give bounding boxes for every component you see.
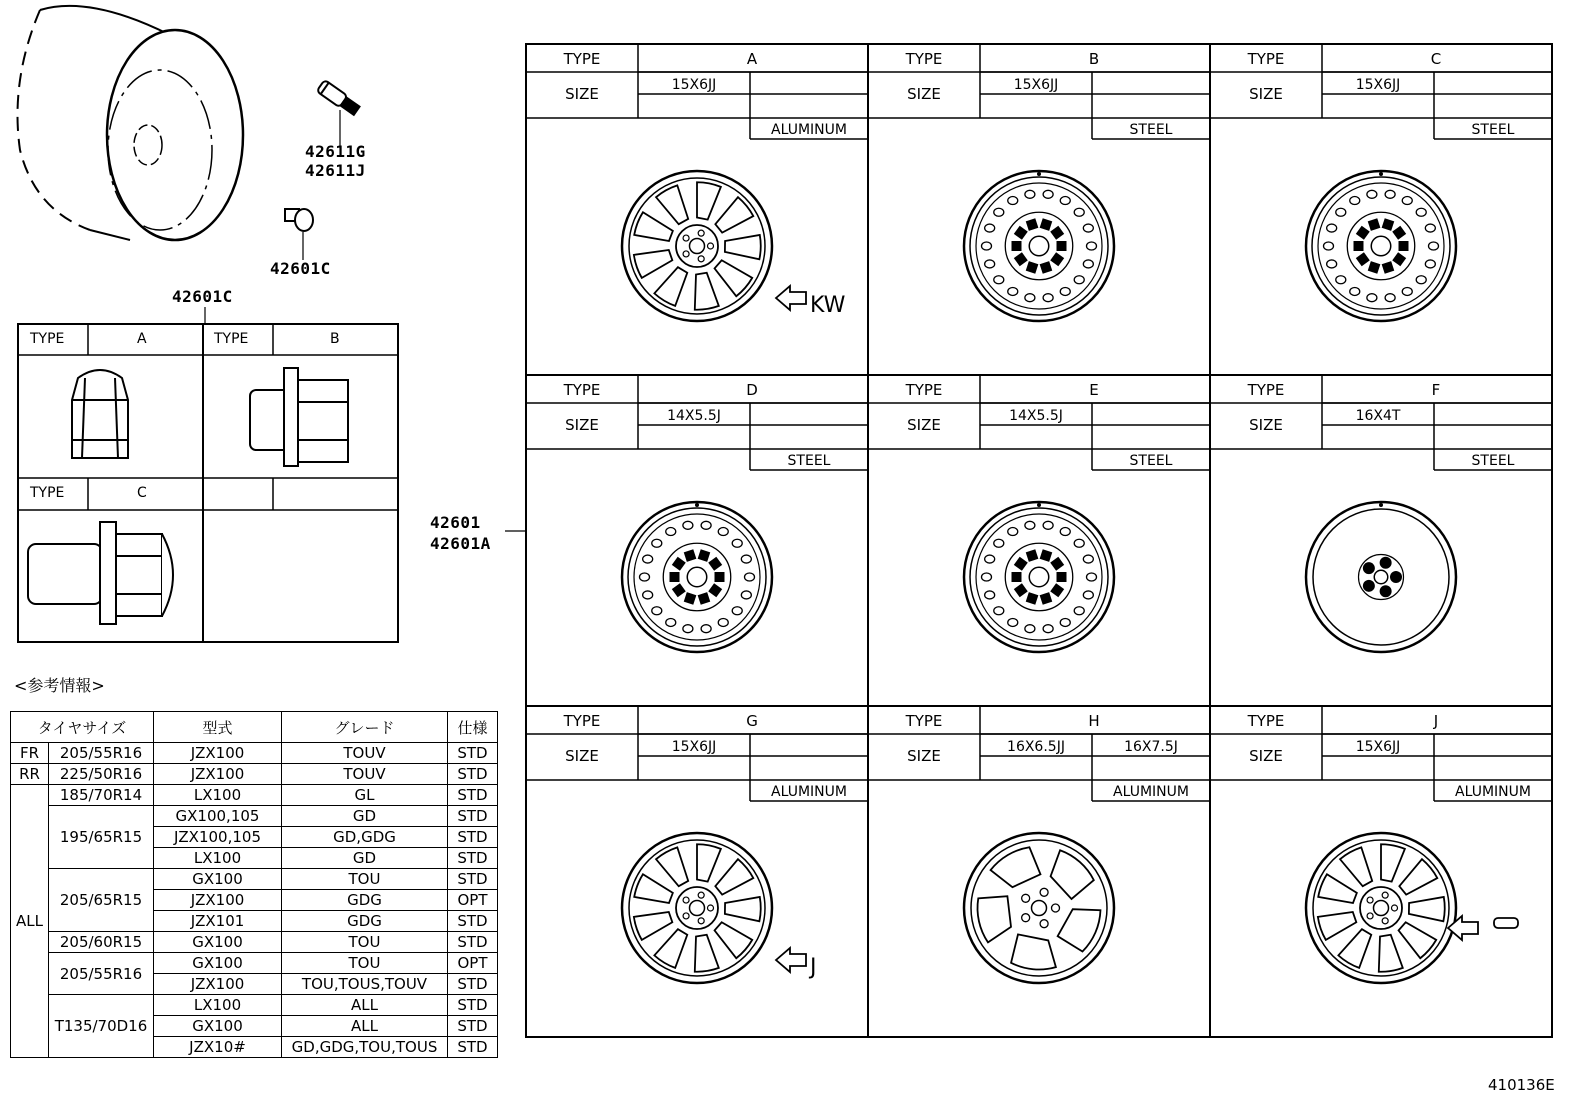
- model-cell: LX100: [154, 848, 282, 869]
- wheel-type-value: G: [746, 712, 758, 730]
- tire-size-cell: 205/65R15: [49, 869, 154, 932]
- wheel-type-value: E: [1089, 381, 1099, 399]
- spec-cell: STD: [448, 848, 498, 869]
- wheel-type-value: C: [1430, 50, 1442, 68]
- header-tire-size: タイヤサイズ: [11, 712, 154, 743]
- table-row: [11, 953, 498, 974]
- table-row: [11, 785, 498, 806]
- wheel-f-icon: [1306, 502, 1456, 652]
- spec-cell: OPT: [448, 953, 498, 974]
- spec-cell: STD: [448, 743, 498, 764]
- grade-cell: GD: [282, 806, 448, 827]
- model-cell: GX100: [154, 1016, 282, 1037]
- wheel-material: STEEL: [1471, 122, 1515, 138]
- wheel-size-value: 15X6JJ: [671, 77, 717, 93]
- spec-cell: STD: [448, 1016, 498, 1037]
- wheel-material: STEEL: [1129, 453, 1173, 469]
- type-label: TYPE: [1247, 50, 1285, 68]
- header-spec: 仕様: [448, 712, 498, 743]
- wheel-material: STEEL: [787, 453, 831, 469]
- size-label: SIZE: [907, 85, 941, 103]
- spec-cell: STD: [448, 785, 498, 806]
- tire-size-cell: 225/50R16: [49, 764, 154, 785]
- model-cell: JZX100,105: [154, 827, 282, 848]
- wheel-callout: J: [810, 955, 817, 980]
- spec-cell: STD: [448, 806, 498, 827]
- wheel-type-value: A: [746, 50, 758, 68]
- model-cell: JZX10#: [154, 1037, 282, 1058]
- header-model: 型式: [154, 712, 282, 743]
- wheel-size-value: 14X5.5J: [667, 408, 721, 424]
- grade-cell: GD,GDG: [282, 827, 448, 848]
- tire-size-cell: 185/70R14: [49, 785, 154, 806]
- wheel-material: ALUMINUM: [1113, 784, 1189, 800]
- grade-cell: TOU: [282, 932, 448, 953]
- grade-cell: GD,GDG,TOU,TOUS: [282, 1037, 448, 1058]
- type-label: TYPE: [563, 381, 601, 399]
- model-cell: JZX100: [154, 764, 282, 785]
- type-label: TYPE: [563, 50, 601, 68]
- table-row: [11, 932, 498, 953]
- size-label: SIZE: [1249, 416, 1283, 434]
- size-label: SIZE: [565, 747, 599, 765]
- tire-size-cell: 205/60R15: [49, 932, 154, 953]
- wheel-material: ALUMINUM: [771, 784, 847, 800]
- table-row: [11, 806, 498, 827]
- wheel-material: STEEL: [1129, 122, 1173, 138]
- part-number-nut: 42601C: [172, 287, 233, 306]
- model-cell: JZX100: [154, 890, 282, 911]
- header-grade: グレード: [282, 712, 448, 743]
- size-label: SIZE: [907, 416, 941, 434]
- wheel-type-value: H: [1088, 712, 1100, 730]
- nut-type-c: C: [137, 485, 147, 501]
- grade-cell: TOU: [282, 953, 448, 974]
- spec-cell: STD: [448, 869, 498, 890]
- wheel-size-value: 15X6JJ: [1355, 739, 1401, 755]
- reference-table: [10, 711, 498, 1058]
- position-cell: RR: [11, 764, 49, 785]
- type-label: TYPE: [563, 712, 601, 730]
- model-cell: JZX101: [154, 911, 282, 932]
- wheel-material: STEEL: [1471, 453, 1515, 469]
- tire-size-cell: 205/55R16: [49, 743, 154, 764]
- model-cell: JZX100: [154, 974, 282, 995]
- wheel-size-value: 14X5.5J: [1009, 408, 1063, 424]
- spec-cell: STD: [448, 764, 498, 785]
- wheel-d-icon: [622, 502, 772, 652]
- wheel-callout: KW: [810, 293, 846, 318]
- type-label: TYPE: [905, 381, 943, 399]
- spec-cell: STD: [448, 932, 498, 953]
- grade-cell: TOUV: [282, 764, 448, 785]
- wheel-a-icon: [622, 171, 772, 321]
- part-number-wheel-b: 42601A: [430, 534, 491, 553]
- part-number-valve-b: 42611J: [305, 161, 366, 180]
- illustration-code: 410136E: [1488, 1076, 1555, 1094]
- wheel-type-value: D: [746, 381, 758, 399]
- nut-type-label-a: TYPE: [30, 331, 65, 347]
- wheel-size-value: 15X6JJ: [671, 739, 717, 755]
- wheel-e-icon: [964, 502, 1114, 652]
- spec-cell: OPT: [448, 890, 498, 911]
- wheel-j-icon: [1306, 833, 1456, 983]
- spec-cell: STD: [448, 911, 498, 932]
- grade-cell: GDG: [282, 890, 448, 911]
- type-label: TYPE: [905, 50, 943, 68]
- model-cell: GX100: [154, 869, 282, 890]
- tire-size-cell: 205/55R16: [49, 953, 154, 995]
- spec-cell: STD: [448, 1037, 498, 1058]
- grade-cell: ALL: [282, 995, 448, 1016]
- type-label: TYPE: [1247, 381, 1285, 399]
- wheel-size-value: 16X6.5JJ: [1007, 739, 1065, 755]
- table-row: [11, 764, 498, 785]
- spec-cell: STD: [448, 995, 498, 1016]
- wheel-size-value: 16X4T: [1355, 408, 1401, 424]
- model-cell: JZX100: [154, 743, 282, 764]
- nut-type-a: A: [137, 331, 147, 347]
- part-number-wheel-a: 42601: [430, 513, 481, 532]
- wheel-size-value: 15X6JJ: [1013, 77, 1059, 93]
- grade-cell: TOUV: [282, 743, 448, 764]
- nut-type-b: B: [330, 331, 340, 347]
- wheel-size-value: 15X6JJ: [1355, 77, 1401, 93]
- part-number-cap: 42601C: [270, 259, 331, 278]
- tire-size-cell: 195/65R15: [49, 806, 154, 869]
- reference-title: <参考情報>: [14, 676, 105, 695]
- grade-cell: GDG: [282, 911, 448, 932]
- spec-cell: STD: [448, 974, 498, 995]
- type-label: TYPE: [1247, 712, 1285, 730]
- grade-cell: GD: [282, 848, 448, 869]
- grade-cell: TOU,TOUS,TOUV: [282, 974, 448, 995]
- nut-type-label-c: TYPE: [30, 485, 65, 501]
- table-row: [11, 743, 498, 764]
- size-label: SIZE: [1249, 85, 1283, 103]
- position-cell: ALL: [11, 785, 49, 1058]
- wheel-size2-value: 16X7.5J: [1124, 739, 1178, 755]
- wheel-material: ALUMINUM: [771, 122, 847, 138]
- part-number-valve-a: 42611G: [305, 142, 366, 161]
- model-cell: GX100: [154, 953, 282, 974]
- model-cell: LX100: [154, 785, 282, 806]
- wheel-b-icon: [964, 171, 1114, 321]
- wheel-type-value: J: [1433, 712, 1439, 730]
- wheel-type-value: F: [1431, 381, 1441, 399]
- grade-cell: TOU: [282, 869, 448, 890]
- wheel-c-icon: [1306, 171, 1456, 321]
- wheel-h-icon: [964, 833, 1114, 983]
- model-cell: GX100,105: [154, 806, 282, 827]
- size-label: SIZE: [907, 747, 941, 765]
- grade-cell: GL: [282, 785, 448, 806]
- table-row: [11, 995, 498, 1016]
- position-cell: FR: [11, 743, 49, 764]
- model-cell: GX100: [154, 932, 282, 953]
- wheel-type-value: B: [1088, 50, 1100, 68]
- grade-cell: ALL: [282, 1016, 448, 1037]
- model-cell: LX100: [154, 995, 282, 1016]
- wheel-material: ALUMINUM: [1455, 784, 1531, 800]
- table-row: [11, 869, 498, 890]
- tire-size-cell: T135/70D16: [49, 995, 154, 1058]
- spec-cell: STD: [448, 827, 498, 848]
- valve-icon: [1494, 918, 1518, 928]
- wheel-g-icon: [622, 833, 772, 983]
- size-label: SIZE: [565, 416, 599, 434]
- type-label: TYPE: [905, 712, 943, 730]
- size-label: SIZE: [1249, 747, 1283, 765]
- nut-type-label-b: TYPE: [214, 331, 249, 347]
- size-label: SIZE: [565, 85, 599, 103]
